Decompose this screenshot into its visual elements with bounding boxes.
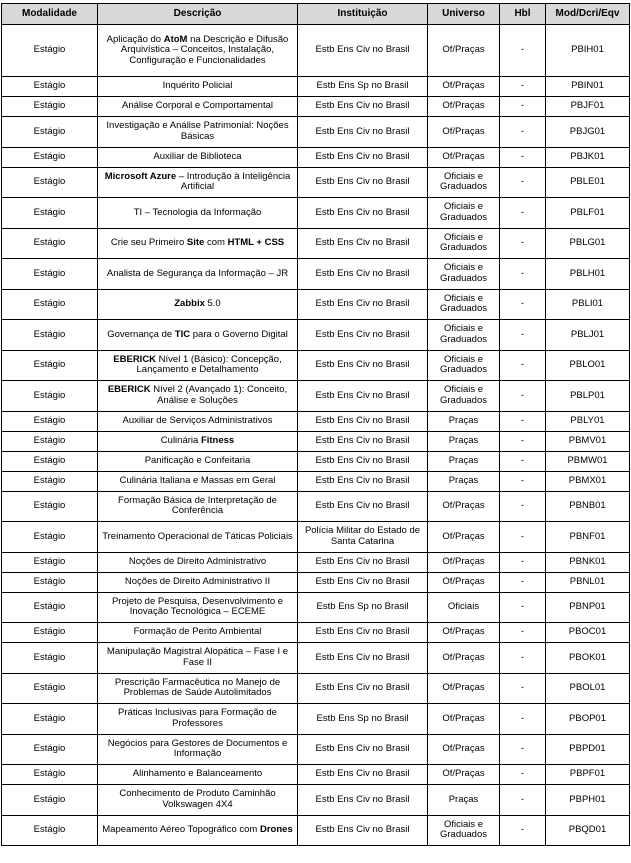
cell-modalidade: Estágio: [2, 431, 98, 451]
cell-instituicao: Estb Ens Civ no Brasil: [298, 411, 428, 431]
cell-modalidade: Estágio: [2, 77, 98, 97]
descricao-bold-text: Drones: [260, 824, 293, 835]
descricao-text: Inquérito Policial: [162, 80, 233, 92]
descricao-text: Mapeamento Aéreo Topográfico com: [102, 824, 260, 835]
cell-modalidade: Estágio: [2, 704, 98, 735]
cell-hbl: -: [500, 471, 546, 491]
cell-hbl: -: [500, 673, 546, 704]
cell-descricao: [98, 381, 298, 412]
cell-codigo: PBPF01: [546, 765, 630, 785]
cell-universo: Oficiais e Graduados: [428, 259, 500, 290]
table-row: [2, 411, 630, 431]
cell-modalidade: Estágio: [2, 785, 98, 816]
descricao-text: Práticas Inclusivas para Formação de Professores: [118, 707, 277, 729]
cell-instituicao: Estb Ens Civ no Brasil: [298, 97, 428, 117]
cell-universo: Oficiais e Graduados: [428, 289, 500, 320]
cell-hbl: -: [500, 228, 546, 259]
cell-codigo: PBJG01: [546, 117, 630, 148]
cell-universo: Of/Praças: [428, 673, 500, 704]
table-row: [2, 228, 630, 259]
cell-modalidade: Estágio: [2, 734, 98, 765]
cell-hbl: -: [500, 117, 546, 148]
cell-universo: Of/Praças: [428, 97, 500, 117]
cell-descricao: [98, 117, 298, 148]
descricao-bold-text: Zabbix: [174, 298, 205, 309]
header-codigo: Mod/Dcri/Eqv: [546, 4, 630, 25]
table-row: [2, 734, 630, 765]
cell-hbl: -: [500, 198, 546, 229]
cell-codigo: PBIH01: [546, 25, 630, 77]
descricao-text: Culinária: [160, 434, 201, 446]
cell-codigo: PBNL01: [546, 572, 630, 592]
cell-hbl: -: [500, 411, 546, 431]
cell-hbl: -: [500, 147, 546, 167]
descricao-text: Projeto de Pesquisa, Desenvolvimento e Inovação Tecnológica – ECEME: [111, 595, 284, 618]
descricao-text: Negócios para Gestores de Documentos e Informação: [107, 737, 288, 760]
cell-hbl: -: [500, 704, 546, 735]
cell-instituicao: Estb Ens Civ no Brasil: [298, 320, 428, 351]
cell-instituicao: Polícia Militar do Estado de Santa Catarina: [298, 522, 428, 553]
cell-modalidade: Estágio: [2, 673, 98, 704]
cell-instituicao: Estb Ens Civ no Brasil: [298, 491, 428, 522]
cell-hbl: -: [500, 592, 546, 623]
cell-universo: Oficiais e Graduados: [428, 381, 500, 412]
cell-instituicao: Estb Ens Civ no Brasil: [298, 572, 428, 592]
cell-descricao: [98, 785, 298, 816]
cell-codigo: PBNF01: [546, 522, 630, 553]
cell-codigo: PBIN01: [546, 77, 630, 97]
cell-universo: Of/Praças: [428, 522, 500, 553]
descricao-bold-text: Microsoft Azure: [104, 170, 177, 182]
descricao-text: Analista de Segurança da Informação – JR: [106, 267, 289, 279]
cell-instituicao: Estb Ens Civ no Brasil: [298, 815, 428, 846]
descricao-text: Noções de Direito Administrativo II: [124, 575, 271, 587]
cell-universo: Praças: [428, 451, 500, 471]
cell-descricao: [98, 451, 298, 471]
table-row: [2, 77, 630, 97]
descricao-text: Nível 2 (Avançado 1): Conceito, Análise e Soluções: [150, 384, 288, 406]
cell-modalidade: Estágio: [2, 552, 98, 572]
header-hbl: Hbl: [500, 4, 546, 25]
cell-universo: Oficiais e Graduados: [428, 198, 500, 229]
cell-universo: Praças: [428, 471, 500, 491]
cell-modalidade: Estágio: [2, 572, 98, 592]
cell-codigo: PBNP01: [546, 592, 630, 623]
table-row: [2, 552, 630, 572]
cell-hbl: -: [500, 491, 546, 522]
table-row: [2, 431, 630, 451]
cell-hbl: -: [500, 785, 546, 816]
cell-universo: Praças: [428, 411, 500, 431]
cell-modalidade: Estágio: [2, 592, 98, 623]
cell-instituicao: Estb Ens Civ no Brasil: [298, 471, 428, 491]
table-row: [2, 522, 630, 553]
cell-hbl: -: [500, 97, 546, 117]
cell-universo: Of/Praças: [428, 491, 500, 522]
cell-descricao: [98, 623, 298, 643]
descricao-text: Auxiliar de Biblioteca: [153, 150, 242, 162]
cell-hbl: -: [500, 381, 546, 412]
cell-codigo: PBLG01: [546, 228, 630, 259]
cell-hbl: -: [500, 431, 546, 451]
cell-hbl: -: [500, 320, 546, 351]
cell-instituicao: Estb Ens Civ no Brasil: [298, 673, 428, 704]
cell-instituicao: Estb Ens Civ no Brasil: [298, 381, 428, 412]
table-row: [2, 198, 630, 229]
cell-universo: Oficiais e Graduados: [428, 320, 500, 351]
cell-hbl: -: [500, 522, 546, 553]
cell-universo: Oficiais e Graduados: [428, 228, 500, 259]
cell-codigo: PBOK01: [546, 643, 630, 674]
cell-modalidade: Estágio: [2, 320, 98, 351]
descricao-text: na Descrição e Difusão Arquivística – Conceitos, Instalação, Configuração e Funcionalidades: [120, 33, 289, 66]
descricao-text: Aplicação do: [106, 33, 164, 45]
table-row: [2, 259, 630, 290]
cell-hbl: -: [500, 572, 546, 592]
cell-descricao: [98, 643, 298, 674]
table-row: [2, 765, 630, 785]
cell-descricao: [98, 522, 298, 553]
table-row: [2, 289, 630, 320]
cell-modalidade: Estágio: [2, 259, 98, 290]
table-row: [2, 491, 630, 522]
cell-instituicao: Estb Ens Civ no Brasil: [298, 765, 428, 785]
descricao-bold-text: Fitness: [200, 434, 235, 446]
cell-hbl: -: [500, 167, 546, 198]
cell-modalidade: Estágio: [2, 228, 98, 259]
descricao-text: 5.0: [204, 298, 221, 309]
table-row: [2, 167, 630, 198]
cell-instituicao: Estb Ens Civ no Brasil: [298, 198, 428, 229]
cell-instituicao: Estb Ens Civ no Brasil: [298, 623, 428, 643]
cell-instituicao: Estb Ens Civ no Brasil: [298, 25, 428, 77]
cell-hbl: -: [500, 552, 546, 572]
table-row: [2, 117, 630, 148]
cell-hbl: -: [500, 25, 546, 77]
cell-codigo: PBJK01: [546, 147, 630, 167]
cell-descricao: [98, 97, 298, 117]
descricao-text: Governança de: [107, 328, 175, 340]
cell-codigo: PBMX01: [546, 471, 630, 491]
cell-instituicao: Estb Ens Civ no Brasil: [298, 117, 428, 148]
descricao-text: Auxiliar de Serviços Administrativos: [122, 414, 273, 426]
cell-instituicao: Estb Ens Sp no Brasil: [298, 704, 428, 735]
descricao-text: com: [204, 237, 228, 248]
cell-descricao: [98, 228, 298, 259]
cell-codigo: PBPH01: [546, 785, 630, 816]
cell-modalidade: Estágio: [2, 289, 98, 320]
cell-instituicao: Estb Ens Civ no Brasil: [298, 785, 428, 816]
cell-codigo: PBOP01: [546, 704, 630, 735]
descricao-bold-text: EBERICK: [107, 384, 151, 396]
cell-instituicao: Estb Ens Civ no Brasil: [298, 552, 428, 572]
cell-hbl: -: [500, 815, 546, 846]
descricao-bold-text: AtoM: [163, 33, 188, 45]
cell-descricao: [98, 815, 298, 846]
descricao-text: Investigação e Análise Patrimonial: Noções Básicas: [106, 120, 289, 142]
descricao-text: Conhecimento de Produto Caminhão Volkswagen 4X4: [119, 788, 276, 810]
cell-descricao: [98, 167, 298, 198]
cell-descricao: [98, 431, 298, 451]
cell-descricao: [98, 572, 298, 592]
descricao-bold-text: Site: [186, 237, 205, 248]
cell-universo: Of/Praças: [428, 117, 500, 148]
table-header: [2, 4, 630, 25]
cell-universo: Of/Praças: [428, 552, 500, 572]
header-modalidade: Modalidade: [2, 4, 98, 25]
table-row: [2, 785, 630, 816]
cell-modalidade: Estágio: [2, 522, 98, 553]
header-instituicao: Instituição: [298, 4, 428, 25]
header-descricao: Descrição: [98, 4, 298, 25]
table-row: [2, 320, 630, 351]
cell-hbl: -: [500, 623, 546, 643]
cell-modalidade: Estágio: [2, 381, 98, 412]
cell-universo: Oficiais: [428, 592, 500, 623]
descricao-text: Crie seu Primeiro: [110, 237, 187, 248]
descricao-text: TI – Tecnologia da Informação: [133, 206, 262, 218]
cell-instituicao: Estb Ens Civ no Brasil: [298, 289, 428, 320]
cell-codigo: PBOC01: [546, 623, 630, 643]
cell-modalidade: Estágio: [2, 623, 98, 643]
cell-descricao: [98, 491, 298, 522]
cell-hbl: -: [500, 259, 546, 290]
descricao-text: para o Governo Digital: [190, 328, 288, 340]
cell-descricao: [98, 411, 298, 431]
cell-descricao: [98, 471, 298, 491]
table-row: [2, 381, 630, 412]
cell-universo: Of/Praças: [428, 734, 500, 765]
cell-codigo: PBLO01: [546, 350, 630, 381]
cell-modalidade: Estágio: [2, 815, 98, 846]
cell-universo: Of/Praças: [428, 765, 500, 785]
cell-codigo: PBLP01: [546, 381, 630, 412]
courses-table: [1, 3, 630, 846]
cell-descricao: [98, 734, 298, 765]
cell-descricao: [98, 147, 298, 167]
table-row: [2, 97, 630, 117]
cell-modalidade: Estágio: [2, 491, 98, 522]
cell-descricao: [98, 25, 298, 77]
descricao-text: Culinária Italiana e Massas em Geral: [119, 474, 276, 486]
cell-descricao: [98, 592, 298, 623]
cell-instituicao: Estb Ens Civ no Brasil: [298, 259, 428, 290]
cell-codigo: PBNB01: [546, 491, 630, 522]
descricao-text: Alinhamento e Balanceamento: [132, 768, 263, 780]
descricao-text: Manipulação Magistral Alopática – Fase I e Fase II: [106, 646, 289, 668]
cell-instituicao: Estb Ens Civ no Brasil: [298, 167, 428, 198]
table-row: [2, 623, 630, 643]
cell-modalidade: Estágio: [2, 350, 98, 381]
cell-universo: Of/Praças: [428, 623, 500, 643]
cell-universo: Of/Praças: [428, 25, 500, 77]
cell-universo: Of/Praças: [428, 77, 500, 97]
cell-hbl: -: [500, 350, 546, 381]
cell-descricao: [98, 259, 298, 290]
cell-hbl: -: [500, 289, 546, 320]
cell-codigo: PBMW01: [546, 451, 630, 471]
cell-modalidade: Estágio: [2, 147, 98, 167]
cell-universo: Oficiais e Graduados: [428, 167, 500, 198]
cell-modalidade: Estágio: [2, 411, 98, 431]
descricao-text: Panificação e Confeitaria: [144, 454, 251, 466]
cell-instituicao: Estb Ens Civ no Brasil: [298, 350, 428, 381]
table-row: [2, 572, 630, 592]
descricao-bold-text: HTML + CSS: [227, 237, 285, 248]
table-row: [2, 673, 630, 704]
cell-modalidade: Estágio: [2, 25, 98, 77]
table-row: [2, 350, 630, 381]
cell-modalidade: Estágio: [2, 167, 98, 198]
cell-codigo: PBJF01: [546, 97, 630, 117]
cell-instituicao: Estb Ens Civ no Brasil: [298, 147, 428, 167]
table-row: [2, 815, 630, 846]
descricao-text: – Introdução à Inteligência Artificial: [176, 170, 291, 193]
table-row: [2, 25, 630, 77]
descricao-text: Formação de Perito Ambiental: [133, 626, 262, 638]
cell-universo: Of/Praças: [428, 572, 500, 592]
cell-universo: Oficiais e Graduados: [428, 350, 500, 381]
descricao-text: Nível 1 (Básico): Concepção, Lançamento e Detalhamento: [136, 353, 282, 376]
table-row: [2, 592, 630, 623]
cell-modalidade: Estágio: [2, 451, 98, 471]
cell-descricao: [98, 673, 298, 704]
cell-codigo: PBNK01: [546, 552, 630, 572]
cell-descricao: [98, 77, 298, 97]
cell-hbl: -: [500, 734, 546, 765]
header-row: [2, 4, 630, 25]
descricao-text: Prescrição Farmacêutica no Manejo de Problemas de Saúde Autolimitados: [114, 676, 281, 699]
cell-descricao: [98, 320, 298, 351]
cell-universo: Oficiais e Graduados: [428, 815, 500, 846]
table-row: [2, 704, 630, 735]
cell-universo: Of/Praças: [428, 643, 500, 674]
table-row: [2, 451, 630, 471]
cell-codigo: PBLJ01: [546, 320, 630, 351]
cell-descricao: [98, 350, 298, 381]
cell-universo: Of/Praças: [428, 704, 500, 735]
table-row: [2, 147, 630, 167]
descricao-text: Noções de Direito Administrativo: [128, 555, 267, 567]
cell-descricao: [98, 552, 298, 572]
cell-universo: Praças: [428, 785, 500, 816]
cell-hbl: -: [500, 77, 546, 97]
cell-modalidade: Estágio: [2, 117, 98, 148]
descricao-bold-text: TIC: [174, 328, 191, 340]
cell-modalidade: Estágio: [2, 198, 98, 229]
cell-codigo: PBLF01: [546, 198, 630, 229]
cell-universo: Praças: [428, 431, 500, 451]
descricao-text: Análise Corporal e Comportamental: [121, 100, 274, 112]
cell-instituicao: Estb Ens Civ no Brasil: [298, 451, 428, 471]
cell-codigo: PBMV01: [546, 431, 630, 451]
cell-instituicao: Estb Ens Civ no Brasil: [298, 431, 428, 451]
cell-descricao: [98, 198, 298, 229]
cell-codigo: PBLH01: [546, 259, 630, 290]
cell-modalidade: Estágio: [2, 97, 98, 117]
cell-instituicao: Estb Ens Civ no Brasil: [298, 643, 428, 674]
cell-codigo: PBLI01: [546, 289, 630, 320]
cell-descricao: [98, 704, 298, 735]
cell-modalidade: Estágio: [2, 643, 98, 674]
descricao-text: Treinamento Operacional de Táticas Policiais: [102, 530, 293, 542]
cell-modalidade: Estágio: [2, 471, 98, 491]
table-body: [2, 25, 630, 846]
table-row: [2, 643, 630, 674]
descricao-bold-text: EBERICK: [113, 353, 157, 365]
cell-hbl: -: [500, 765, 546, 785]
cell-codigo: PBPD01: [546, 734, 630, 765]
cell-codigo: PBQD01: [546, 815, 630, 846]
cell-codigo: PBLY01: [546, 411, 630, 431]
cell-descricao: [98, 289, 298, 320]
cell-universo: Of/Praças: [428, 147, 500, 167]
table-row: [2, 471, 630, 491]
cell-hbl: -: [500, 643, 546, 674]
descricao-text: Formação Básica de Interpretação de Conferência: [118, 494, 277, 517]
cell-instituicao: Estb Ens Civ no Brasil: [298, 734, 428, 765]
cell-modalidade: Estágio: [2, 765, 98, 785]
cell-instituicao: Estb Ens Sp no Brasil: [298, 77, 428, 97]
header-universo: Universo: [428, 4, 500, 25]
cell-instituicao: Estb Ens Sp no Brasil: [298, 592, 428, 623]
cell-instituicao: Estb Ens Civ no Brasil: [298, 228, 428, 259]
cell-hbl: -: [500, 451, 546, 471]
cell-descricao: [98, 765, 298, 785]
cell-codigo: PBLE01: [546, 167, 630, 198]
cell-codigo: PBOL01: [546, 673, 630, 704]
